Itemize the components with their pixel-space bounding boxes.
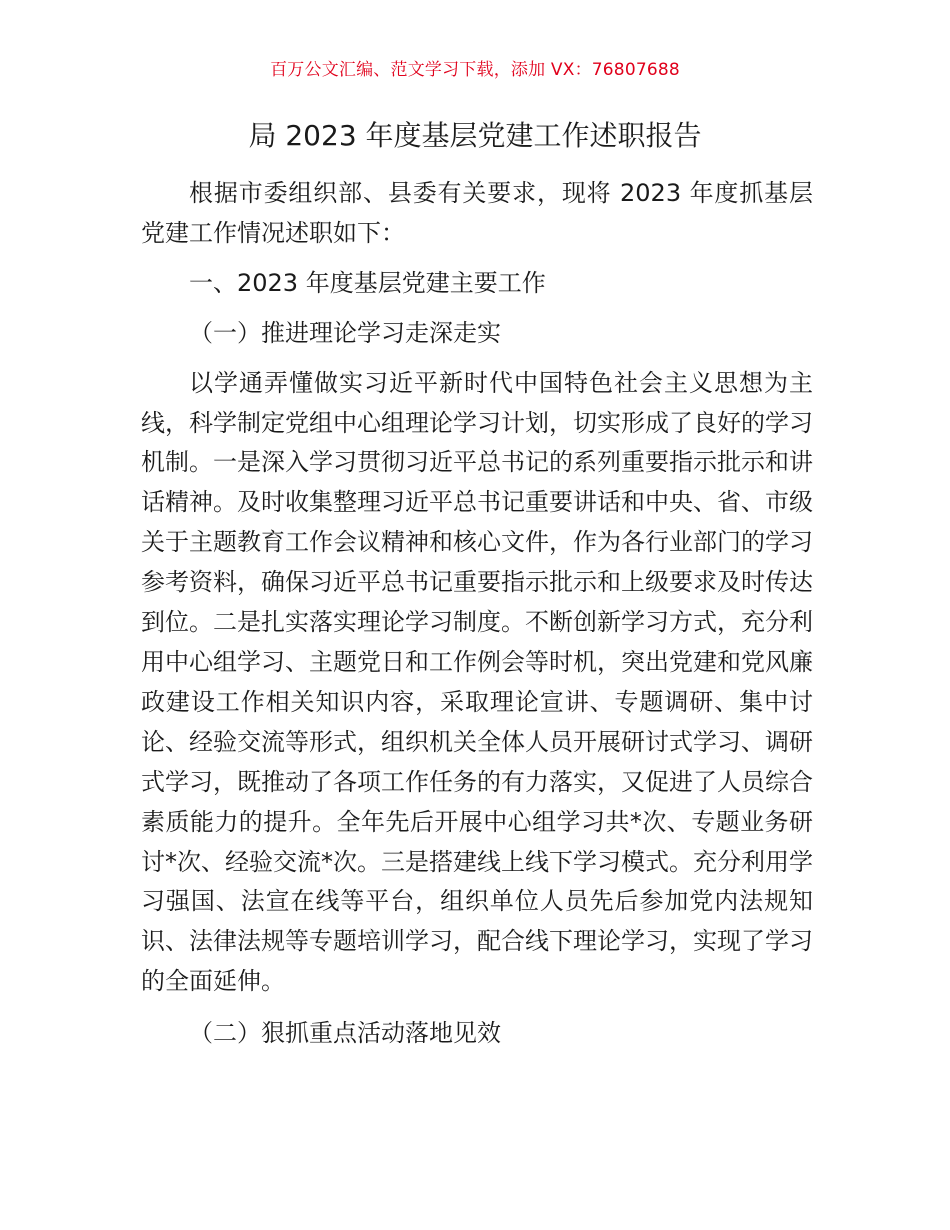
section-heading-1: 一、2023 年度基层党建主要工作 (189, 268, 546, 297)
watermark-banner: 百万公文汇编、范文学习下载，添加 VX：76807688 (270, 60, 680, 80)
document-body (141, 174, 813, 1054)
document-title: 局 2023 年度基层党建工作述职报告 (248, 119, 702, 152)
intro-paragraph: 根据市委组织部、县委有关要求，现将 2023 年度抓基层党建工作情况述职如下： (141, 179, 813, 247)
subsection-heading-2: （二）狠抓重点活动落地见效 (189, 1019, 501, 1048)
body-paragraph-1: 以学通弄懂做实习近平新时代中国特色社会主义思想为主线，科学制定党组中心组理论学习计划，切实形成了良好的学习机制。一是深入学习贯彻习近平总书记的系列重要指示批示和讲话精神。及时收集整理习近平总书记重要讲话和中央、省、市级关于主题教育工作会议精神和核心文件，作为各行业部门的学习参考资料，确保习近平总书记重要指示批示和上级要求及时传达到位。二是扎实落实理论学习制度。不断创新学习方式，充分利用中心组学习、主题党日和工作例会等时机，突出党建和党风廉政建设工作相关知识内容，采取理论宣讲、专题调研、集中讨论、经验交流等形式，组织机关全体人员开展研讨式学习、调研式学习，既推动了各项工作任务的有力落实，又促进了人员综合素质能力的提升。全年先后开展中心组学习共*次、专题业务研讨*次、经验交流*次。三是搭建线上线下学习模式。充分利用学习强国、法宣在线等平台，组织单位人员先后参加党内法规知识、法律法规等专题培训学习，配合线下理论学习，实现了学习的全面延伸。 (141, 368, 813, 996)
subsection-heading-1: （一）推进理论学习走深走实 (189, 318, 501, 347)
